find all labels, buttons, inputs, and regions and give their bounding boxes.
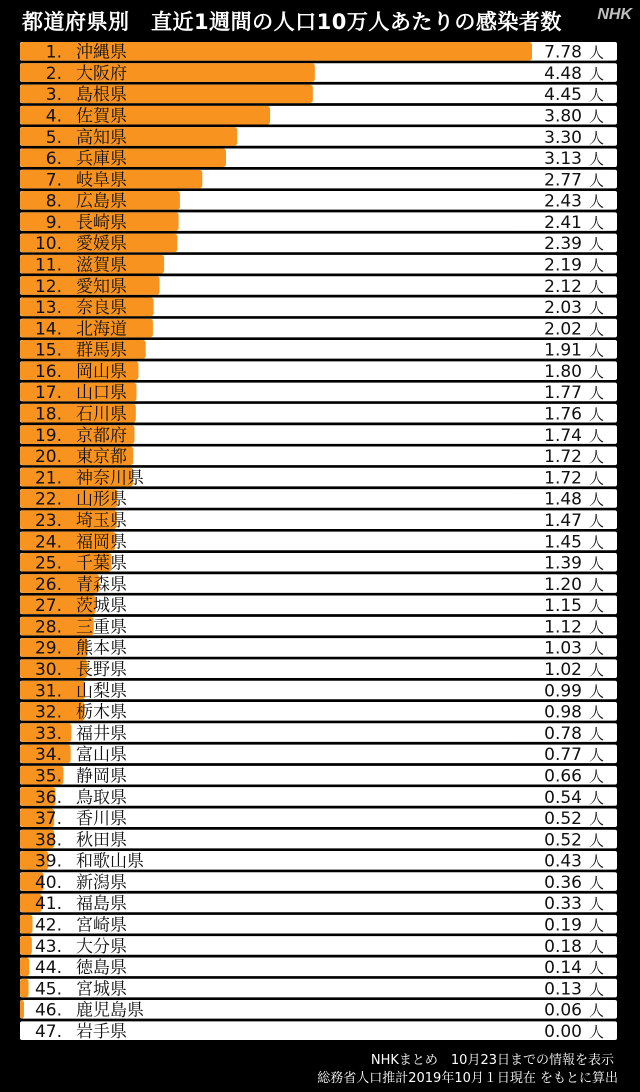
rank-label: 32. bbox=[34, 702, 62, 723]
rank-label: 16. bbox=[34, 361, 62, 382]
unit-label: 人 bbox=[589, 661, 605, 680]
value-label: 1.47 bbox=[544, 510, 582, 531]
rank-label: 31. bbox=[34, 681, 62, 702]
prefecture-label: 佐賀県 bbox=[76, 106, 127, 127]
rank-label: 8. bbox=[45, 191, 62, 212]
unit-label: 人 bbox=[589, 873, 605, 892]
chart-row bbox=[20, 234, 617, 255]
value-label: 1.45 bbox=[544, 532, 582, 553]
chart-row bbox=[20, 489, 617, 510]
prefecture-label: 茨城県 bbox=[76, 596, 127, 617]
prefecture-label: 和歌山県 bbox=[76, 851, 144, 872]
chart-row bbox=[20, 383, 617, 404]
rank-label: 42. bbox=[34, 915, 62, 936]
rank-label: 6. bbox=[45, 149, 62, 170]
prefecture-label: 愛知県 bbox=[76, 276, 127, 297]
value-label: 2.77 bbox=[544, 170, 582, 191]
value-label: 0.14 bbox=[544, 958, 582, 979]
value-label: 1.03 bbox=[544, 638, 582, 659]
prefecture-label: 福井県 bbox=[76, 723, 127, 744]
value-label: 4.48 bbox=[544, 63, 582, 84]
chart-row bbox=[20, 744, 617, 765]
footer-source: NHKまとめ 10月23日までの情報を表示 bbox=[370, 1053, 614, 1068]
value-label: 1.02 bbox=[544, 660, 582, 681]
rank-label: 21. bbox=[34, 468, 62, 489]
rank-label: 40. bbox=[34, 872, 62, 893]
chart-row bbox=[20, 638, 617, 659]
unit-label: 人 bbox=[589, 937, 605, 956]
rank-label: 13. bbox=[34, 298, 62, 319]
prefecture-label: 東京都 bbox=[76, 447, 127, 468]
rank-label: 17. bbox=[34, 383, 62, 404]
value-label: 0.13 bbox=[544, 979, 582, 1000]
value-label: 0.18 bbox=[544, 936, 582, 957]
chart-row bbox=[20, 851, 617, 872]
chart-row bbox=[20, 596, 617, 617]
prefecture-label: 埼玉県 bbox=[76, 510, 127, 531]
data-bar bbox=[20, 936, 32, 955]
chart-row bbox=[20, 148, 617, 169]
unit-label: 人 bbox=[589, 213, 605, 232]
unit-label: 人 bbox=[589, 43, 605, 62]
rank-label: 37. bbox=[34, 809, 62, 830]
unit-label: 人 bbox=[589, 235, 605, 254]
prefecture-label: 福岡県 bbox=[76, 532, 127, 553]
value-label: 2.43 bbox=[544, 191, 582, 212]
data-bar bbox=[20, 979, 29, 998]
chart-row bbox=[20, 830, 617, 851]
value-label: 1.91 bbox=[544, 340, 582, 361]
prefecture-label: 石川県 bbox=[76, 404, 127, 425]
unit-label: 人 bbox=[589, 171, 605, 190]
rank-label: 26. bbox=[34, 574, 62, 595]
chart-row bbox=[20, 808, 617, 829]
unit-label: 人 bbox=[589, 810, 605, 829]
value-label: 7.78 bbox=[544, 42, 582, 63]
unit-label: 人 bbox=[589, 597, 605, 616]
unit-label: 人 bbox=[589, 469, 605, 488]
unit-label: 人 bbox=[589, 426, 605, 445]
chart-row bbox=[20, 787, 617, 808]
prefecture-label: 長野県 bbox=[76, 660, 127, 681]
rank-label: 38. bbox=[34, 830, 62, 851]
data-bar bbox=[20, 1000, 24, 1019]
chart-row bbox=[20, 723, 617, 744]
rank-label: 33. bbox=[34, 723, 62, 744]
value-label: 0.99 bbox=[544, 681, 582, 702]
chart-row bbox=[20, 319, 617, 340]
prefecture-label: 長崎県 bbox=[76, 212, 127, 233]
chart-row bbox=[20, 936, 617, 957]
value-label: 2.02 bbox=[544, 319, 582, 340]
unit-label: 人 bbox=[589, 980, 605, 999]
value-label: 0.98 bbox=[544, 702, 582, 723]
unit-label: 人 bbox=[589, 703, 605, 722]
prefecture-label: 新潟県 bbox=[76, 872, 127, 893]
rank-label: 39. bbox=[34, 851, 62, 872]
unit-label: 人 bbox=[589, 724, 605, 743]
data-bar bbox=[20, 915, 33, 934]
value-label: 0.43 bbox=[544, 851, 582, 872]
value-label: 3.30 bbox=[544, 127, 582, 148]
value-label: 0.66 bbox=[544, 766, 582, 787]
prefecture-label: 岩手県 bbox=[76, 1021, 127, 1042]
chart-row bbox=[20, 425, 617, 446]
chart-row bbox=[20, 340, 617, 361]
prefecture-label: 鳥取県 bbox=[76, 787, 127, 808]
chart-row bbox=[20, 617, 617, 638]
prefecture-label: 高知県 bbox=[76, 127, 127, 148]
prefecture-label: 兵庫県 bbox=[76, 149, 127, 170]
chart-row bbox=[20, 553, 617, 574]
unit-label: 人 bbox=[589, 831, 605, 850]
chart-row bbox=[20, 255, 617, 276]
value-label: 1.12 bbox=[544, 617, 582, 638]
unit-label: 人 bbox=[589, 767, 605, 786]
value-label: 3.80 bbox=[544, 106, 582, 127]
chart-row bbox=[20, 957, 617, 978]
rank-label: 5. bbox=[45, 127, 62, 148]
rank-label: 2. bbox=[45, 63, 62, 84]
unit-label: 人 bbox=[589, 554, 605, 573]
rank-label: 14. bbox=[34, 319, 62, 340]
unit-label: 人 bbox=[589, 511, 605, 530]
chart-row bbox=[20, 127, 617, 148]
value-label: 2.41 bbox=[544, 212, 582, 233]
rank-label: 29. bbox=[34, 638, 62, 659]
prefecture-label: 鹿児島県 bbox=[76, 1000, 144, 1021]
value-label: 1.76 bbox=[544, 404, 582, 425]
value-label: 1.80 bbox=[544, 361, 582, 382]
value-label: 1.74 bbox=[544, 425, 582, 446]
chart-row bbox=[20, 191, 617, 212]
rank-label: 36. bbox=[34, 787, 62, 808]
rank-label: 34. bbox=[34, 745, 62, 766]
value-label: 2.12 bbox=[544, 276, 582, 297]
rank-label: 20. bbox=[34, 447, 62, 468]
value-label: 0.00 bbox=[544, 1021, 582, 1042]
chart-row bbox=[20, 659, 617, 680]
chart-row bbox=[20, 766, 617, 787]
rank-label: 28. bbox=[34, 617, 62, 638]
chart-row bbox=[20, 276, 617, 297]
rank-label: 22. bbox=[34, 489, 62, 510]
prefecture-label: 熊本県 bbox=[76, 638, 127, 659]
rank-label: 44. bbox=[34, 958, 62, 979]
value-label: 1.72 bbox=[544, 447, 582, 468]
unit-label: 人 bbox=[589, 341, 605, 360]
prefecture-label: 愛媛県 bbox=[76, 234, 127, 255]
chart-row bbox=[20, 979, 617, 1000]
prefecture-label: 山口県 bbox=[76, 383, 127, 404]
chart-row bbox=[20, 84, 617, 105]
prefecture-label: 秋田県 bbox=[76, 830, 127, 851]
prefecture-label: 群馬県 bbox=[76, 340, 127, 361]
value-label: 0.06 bbox=[544, 1000, 582, 1021]
chart-row bbox=[20, 63, 617, 84]
rank-label: 27. bbox=[34, 596, 62, 617]
value-label: 0.52 bbox=[544, 809, 582, 830]
unit-label: 人 bbox=[589, 320, 605, 339]
unit-label: 人 bbox=[589, 384, 605, 403]
unit-label: 人 bbox=[589, 128, 605, 147]
value-label: 0.36 bbox=[544, 872, 582, 893]
value-label: 1.77 bbox=[544, 383, 582, 404]
rank-label: 7. bbox=[45, 170, 62, 191]
value-label: 1.15 bbox=[544, 596, 582, 617]
prefecture-label: 奈良県 bbox=[76, 298, 127, 319]
unit-label: 人 bbox=[589, 1022, 605, 1041]
rank-label: 24. bbox=[34, 532, 62, 553]
rank-label: 35. bbox=[34, 766, 62, 787]
prefecture-label: 沖縄県 bbox=[76, 42, 127, 63]
rank-label: 43. bbox=[34, 936, 62, 957]
data-bar bbox=[20, 957, 29, 976]
rank-label: 41. bbox=[34, 894, 62, 915]
unit-label: 人 bbox=[589, 895, 605, 914]
value-label: 2.19 bbox=[544, 255, 582, 276]
value-label: 0.54 bbox=[544, 787, 582, 808]
unit-label: 人 bbox=[589, 746, 605, 765]
value-label: 2.03 bbox=[544, 298, 582, 319]
rank-label: 19. bbox=[34, 425, 62, 446]
rank-label: 46. bbox=[34, 1000, 62, 1021]
prefecture-label: 山形県 bbox=[76, 489, 127, 510]
unit-label: 人 bbox=[589, 277, 605, 296]
unit-label: 人 bbox=[589, 618, 605, 637]
prefecture-label: 神奈川県 bbox=[76, 468, 144, 489]
unit-label: 人 bbox=[589, 959, 605, 978]
unit-label: 人 bbox=[589, 1001, 605, 1020]
rank-label: 23. bbox=[34, 510, 62, 531]
value-label: 0.78 bbox=[544, 723, 582, 744]
prefecture-label: 千葉県 bbox=[76, 553, 127, 574]
unit-label: 人 bbox=[589, 490, 605, 509]
prefecture-label: 静岡県 bbox=[76, 766, 127, 787]
prefecture-label: 富山県 bbox=[76, 745, 127, 766]
prefecture-label: 栃木県 bbox=[76, 702, 127, 723]
chart-row bbox=[20, 1000, 617, 1021]
value-label: 0.77 bbox=[544, 745, 582, 766]
prefecture-label: 島根県 bbox=[76, 85, 127, 106]
rank-label: 1. bbox=[45, 42, 62, 63]
chart-row bbox=[20, 106, 617, 127]
unit-label: 人 bbox=[589, 448, 605, 467]
unit-label: 人 bbox=[589, 575, 605, 594]
prefecture-label: 広島県 bbox=[76, 191, 127, 212]
value-label: 3.13 bbox=[544, 149, 582, 170]
chart-title: 都道府県別 直近1週間の人口10万人あたりの感染者数 bbox=[22, 10, 562, 34]
chart-row bbox=[20, 447, 617, 468]
rank-label: 18. bbox=[34, 404, 62, 425]
value-label: 1.20 bbox=[544, 574, 582, 595]
chart-row bbox=[20, 872, 617, 893]
value-label: 1.39 bbox=[544, 553, 582, 574]
chart-row bbox=[20, 532, 617, 553]
chart-row bbox=[20, 170, 617, 191]
chart-row bbox=[20, 1021, 617, 1042]
rank-label: 3. bbox=[45, 85, 62, 106]
unit-label: 人 bbox=[589, 639, 605, 658]
prefecture-label: 山梨県 bbox=[76, 681, 127, 702]
value-label: 0.52 bbox=[544, 830, 582, 851]
value-label: 4.45 bbox=[544, 85, 582, 106]
rank-label: 47. bbox=[34, 1021, 62, 1042]
prefecture-label: 滋賀県 bbox=[76, 255, 127, 276]
prefecture-label: 岡山県 bbox=[76, 361, 127, 382]
prefecture-label: 三重県 bbox=[76, 617, 127, 638]
prefecture-label: 北海道 bbox=[76, 319, 127, 340]
rank-label: 30. bbox=[34, 660, 62, 681]
unit-label: 人 bbox=[589, 64, 605, 83]
prefecture-label: 福島県 bbox=[76, 894, 127, 915]
chart-row bbox=[20, 681, 617, 702]
unit-label: 人 bbox=[589, 150, 605, 169]
rank-label: 45. bbox=[34, 979, 62, 1000]
unit-label: 人 bbox=[589, 916, 605, 935]
prefecture-label: 京都府 bbox=[76, 425, 127, 446]
data-bar bbox=[20, 85, 313, 104]
footer-note: 総務省人口推計2019年10月１日現在 をもとに算出 bbox=[317, 1071, 618, 1086]
unit-label: 人 bbox=[589, 86, 605, 105]
unit-label: 人 bbox=[589, 533, 605, 552]
prefecture-label: 徳島県 bbox=[76, 958, 127, 979]
unit-label: 人 bbox=[589, 682, 605, 701]
value-label: 1.48 bbox=[544, 489, 582, 510]
unit-label: 人 bbox=[589, 852, 605, 871]
prefecture-label: 岐阜県 bbox=[76, 170, 127, 191]
rank-label: 9. bbox=[45, 212, 62, 233]
data-bar bbox=[20, 63, 315, 82]
chart-row bbox=[20, 297, 617, 318]
unit-label: 人 bbox=[589, 256, 605, 275]
unit-label: 人 bbox=[589, 788, 605, 807]
rank-label: 15. bbox=[34, 340, 62, 361]
value-label: 1.72 bbox=[544, 468, 582, 489]
rank-label: 4. bbox=[45, 106, 62, 127]
chart-row bbox=[20, 468, 617, 489]
chart-row bbox=[20, 212, 617, 233]
rank-label: 12. bbox=[34, 276, 62, 297]
value-label: 0.19 bbox=[544, 915, 582, 936]
value-label: 2.39 bbox=[544, 234, 582, 255]
rank-label: 11. bbox=[34, 255, 62, 276]
chart-row bbox=[20, 574, 617, 595]
unit-label: 人 bbox=[589, 107, 605, 126]
chart-row bbox=[20, 361, 617, 382]
unit-label: 人 bbox=[589, 192, 605, 211]
prefecture-label: 香川県 bbox=[76, 809, 127, 830]
chart-row bbox=[20, 404, 617, 425]
chart-row bbox=[20, 42, 617, 63]
chart-row bbox=[20, 510, 617, 531]
unit-label: 人 bbox=[589, 362, 605, 381]
value-label: 0.33 bbox=[544, 894, 582, 915]
prefecture-label: 大分県 bbox=[76, 936, 127, 957]
unit-label: 人 bbox=[589, 405, 605, 424]
prefecture-label: 大阪府 bbox=[76, 63, 127, 84]
prefecture-label: 青森県 bbox=[76, 574, 127, 595]
rank-label: 10. bbox=[34, 234, 62, 255]
prefecture-label: 宮崎県 bbox=[76, 915, 127, 936]
prefecture-label: 宮城県 bbox=[76, 979, 127, 1000]
rank-label: 25. bbox=[34, 553, 62, 574]
chart-row bbox=[20, 702, 617, 723]
nhk-logo: NHK bbox=[597, 6, 632, 23]
chart-row bbox=[20, 894, 617, 915]
unit-label: 人 bbox=[589, 299, 605, 318]
chart-row bbox=[20, 915, 617, 936]
